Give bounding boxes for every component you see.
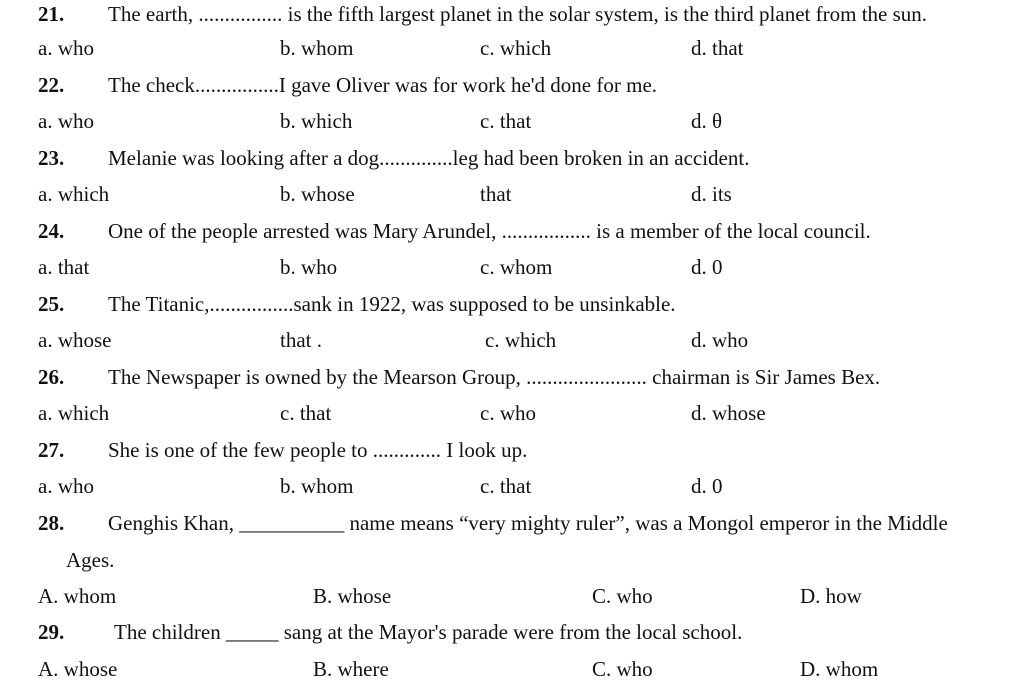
option-b: B. where — [313, 657, 389, 681]
question-number: 22. — [38, 73, 65, 97]
question-text: The Titanic,................sank in 1922, was supposed to be unsinkable. — [108, 292, 676, 316]
question-number: 26. — [38, 365, 65, 389]
option-b: b. whose — [280, 182, 355, 206]
option-c: c. which — [480, 36, 552, 60]
option-c: C. who — [592, 657, 653, 681]
option-d: d. its — [691, 182, 732, 206]
option-a: a. which — [38, 401, 110, 425]
option-b: b. who — [280, 255, 338, 279]
option-a: a. which — [38, 182, 110, 206]
option-d: d. θ — [691, 109, 723, 133]
option-a: a. who — [38, 474, 94, 498]
option-d: d. who — [691, 328, 749, 352]
question-text: The children _____ sang at the Mayor's parade were from the local school. — [114, 620, 743, 644]
option-b: b. whom — [280, 36, 354, 60]
question-number: 23. — [38, 146, 65, 170]
option-c: c. whom — [480, 255, 553, 279]
option-d: D. whom — [800, 657, 879, 681]
option-a: a. whose — [38, 328, 112, 352]
option-c: c. which — [485, 328, 557, 352]
option-c: c. who — [480, 401, 536, 425]
option-b: c. that — [280, 401, 332, 425]
option-a: a. who — [38, 109, 94, 133]
question-text: She is one of the few people to ............. I look up. — [108, 438, 528, 462]
option-b: b. whom — [280, 474, 354, 498]
question-number: 24. — [38, 219, 65, 243]
option-a: A. whose — [38, 657, 118, 681]
question-number: 28. — [38, 511, 65, 535]
option-b: that . — [280, 328, 322, 352]
option-a: A. whom — [38, 584, 117, 608]
option-c: C. who — [592, 584, 653, 608]
option-a: a. that — [38, 255, 90, 279]
option-b: B. whose — [313, 584, 392, 608]
question-number: 29. — [38, 620, 65, 644]
option-c: that — [480, 182, 512, 206]
question-text-continued: Ages. — [66, 548, 115, 572]
option-d: d. whose — [691, 401, 766, 425]
question-number: 25. — [38, 292, 65, 316]
question-text: The Newspaper is owned by the Mearson Group, ....................... chairman is Sir James Bex. — [108, 365, 881, 389]
option-d: D. how — [800, 584, 862, 608]
question-text: Melanie was looking after a dog..............leg had been broken in an accident. — [108, 146, 750, 170]
question-text: The check................I gave Oliver was for work he'd done for me. — [108, 73, 658, 97]
option-b: b. which — [280, 109, 353, 133]
option-a: a. who — [38, 36, 94, 60]
question-text: Genghis Khan, __________ name means “very mighty ruler”, was a Mongol emperor in the Middle — [108, 511, 948, 535]
question-text: One of the people arrested was Mary Arundel, ................. is a member of the local council. — [108, 219, 871, 243]
question-text: The earth, ................ is the fifth largest planet in the solar system, is the third planet from the sun. — [108, 2, 928, 26]
option-d: d. 0 — [691, 474, 723, 498]
question-number: 21. — [38, 2, 65, 26]
question-number: 27. — [38, 438, 65, 462]
option-d: d. 0 — [691, 255, 723, 279]
option-c: c. that — [480, 109, 532, 133]
option-c: c. that — [480, 474, 532, 498]
option-d: d. that — [691, 36, 744, 60]
